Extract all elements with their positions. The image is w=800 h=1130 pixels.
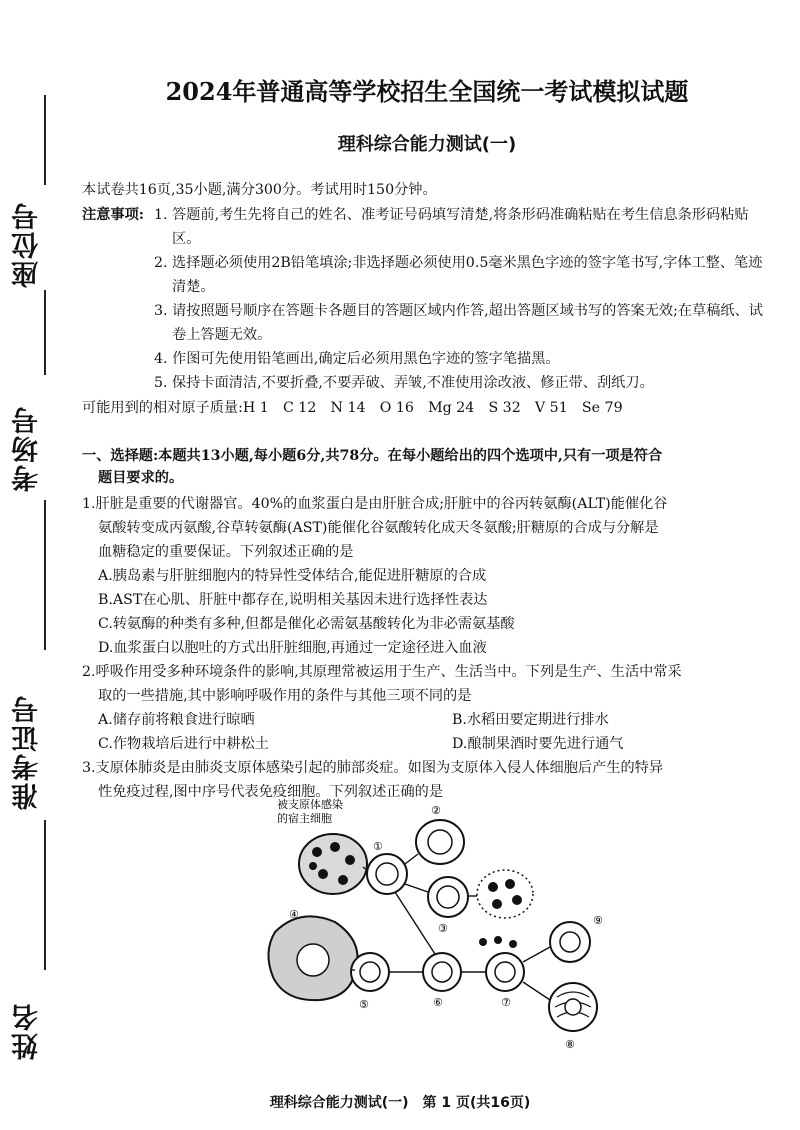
immune-cell-1 (367, 854, 407, 894)
notice-block (82, 203, 772, 393)
label-6: ⑥ (433, 996, 443, 1009)
q1-option-c: C.转氨酶的种类有多种,但都是催化必需氨基酸转化为非必需氨基酸 (98, 616, 515, 632)
q2-stem-line: 2.呼吸作用受多种环境条件的影响,其原理常被运用于生产、生活当中。下列是生产、生活中常采 (82, 664, 682, 680)
exam-summary: 本试卷共16页,35小题,满分300分。考试用时150分钟。 (82, 182, 437, 198)
section-heading-cont: 题目要求的。 (98, 470, 184, 486)
notice-number: 2. (154, 255, 168, 271)
plasma-cell-9 (550, 922, 590, 962)
notice-text: 请按照题号顺序在答题卡各题目的答题区域内作答,超出答题区域书写的答案无效;在草稿纸、试卷上答题无效。 (172, 303, 763, 343)
notice-number: 5. (154, 375, 168, 391)
q2-option-b: B.水稻田要定期进行排水 (452, 712, 609, 728)
exam-room-line (44, 290, 46, 375)
q2-option-c: C.作物栽培后进行中耕松土 (98, 736, 269, 752)
name-line (44, 820, 46, 970)
q3-stem-line: 3.支原体肺炎是由肺炎支原体感染引起的肺部炎症。如图为支原体入侵人体细胞后产生的特异 (82, 760, 664, 776)
label-4: ④ (289, 908, 299, 921)
notice-number: 1. (154, 207, 168, 223)
exam-subtitle: 理科综合能力测试(一) (337, 134, 517, 155)
notice-text: 答题前,考生先将自己的姓名、准考证号码填写清楚,将条形码准确粘贴在考生信息条形码粘贴区。 (172, 207, 749, 247)
immune-cell-2 (416, 820, 464, 864)
label-5: ⑤ (359, 998, 369, 1011)
label-7: ⑦ (501, 996, 511, 1009)
q1-option-d: D.血浆蛋白以胞吐的方式出肝脏细胞,再通过一定途径进入血液 (98, 640, 487, 656)
q1-option-a: A.胰岛素与肝脏细胞内的特异性受体结合,能促进肝糖原的合成 (98, 568, 487, 584)
notice-label: 注意事项: (82, 207, 144, 223)
infected-cell-caption: 被支原体感染 (277, 798, 343, 811)
immune-cell-5 (351, 953, 389, 991)
q2-option-a: A.储存前将粮食进行晾晒 (98, 712, 255, 728)
notice-text: 保持卡面清洁,不要折叠,不要弄破、弄皱,不准使用涂改液、修正带、刮纸刀。 (172, 375, 654, 391)
seat-number-line (44, 95, 46, 185)
q1-stem-line: 1.肝脏是重要的代谢器官。40%的血浆蛋白是由肝脏合成;肝脏中的谷丙转氨酶(ALT)能催化谷 (82, 496, 668, 512)
q2-option-d: D.酿制果酒时要先进行通气 (452, 736, 624, 752)
label-9: ⑨ (593, 914, 603, 927)
plasma-cell-8 (549, 983, 597, 1031)
infected-cell-caption: 的宿主细胞 (277, 812, 332, 825)
label-3: ③ (438, 922, 448, 935)
section-heading: 一、选择题:本题共13小题,每小题6分,共78分。在每小题给出的四个选项中,只有一项是符合 (82, 448, 663, 464)
notice-item (154, 203, 772, 251)
notice-item (154, 251, 772, 299)
name-label: 姓名 (12, 1002, 43, 1060)
binding-margin (0, 0, 62, 1130)
notice-item (154, 347, 772, 371)
notice-item (154, 371, 772, 395)
q1-stem-line: 氨酸转变成丙氨酸,谷草转氨酶(AST)能催化谷氨酸转化成天冬氨酸;肝糖原的合成与分解是 (98, 520, 659, 536)
q2-stem-line: 取的一些措施,其中影响呼吸作用的条件与其他三项不同的是 (98, 688, 472, 704)
ticket-number-line (44, 500, 46, 650)
lysed-target-cell (477, 870, 533, 918)
exam-title: 2024年普通高等学校招生全国统一考试模拟试题 (165, 77, 689, 106)
immune-cell-4 (268, 916, 357, 1000)
notice-text: 作图可先使用铅笔画出,确定后必须用黑色字迹的签字笔描黑。 (172, 351, 560, 367)
immune-cell-7 (479, 936, 524, 991)
atomic-mass-line: 可能用到的相对原子质量:H 1 C 12 N 14 O 16 Mg 24 S 32 V 51 Se 79 (82, 400, 623, 416)
q3-stem-line: 性免疫过程,图中序号代表免疫细胞。下列叙述正确的是 (98, 784, 444, 800)
seat-number-label: 座位号 (12, 201, 43, 288)
q1-option-b: B.AST在心肌、肝脏中都存在,说明相关基因未进行选择性表达 (98, 592, 488, 608)
page-footer: 理科综合能力测试(一) 第 1 页(共16页) (269, 1095, 531, 1111)
notice-item (154, 299, 772, 347)
label-2: ② (431, 804, 441, 817)
notice-number: 3. (154, 303, 168, 319)
ticket-number-label: 准考证号 (12, 694, 43, 810)
immune-response-diagram (255, 792, 625, 1062)
q2-options-row2 (82, 732, 772, 756)
label-1: ① (373, 840, 383, 853)
notice-text: 选择题必须使用2B铅笔填涂;非选择题必须使用0.5毫米黑色字迹的签字笔书写,字体工整、笔迹清楚。 (172, 255, 763, 295)
infected-host-cell (299, 834, 367, 894)
immune-cell-6 (423, 953, 461, 991)
exam-room-label: 考场号 (12, 405, 43, 492)
q2-options-row1 (82, 708, 772, 732)
immune-cell-3 (428, 877, 468, 917)
notice-number: 4. (154, 351, 168, 367)
label-8: ⑧ (565, 1038, 575, 1051)
q1-stem-line: 血糖稳定的重要保证。下列叙述正确的是 (98, 544, 354, 560)
